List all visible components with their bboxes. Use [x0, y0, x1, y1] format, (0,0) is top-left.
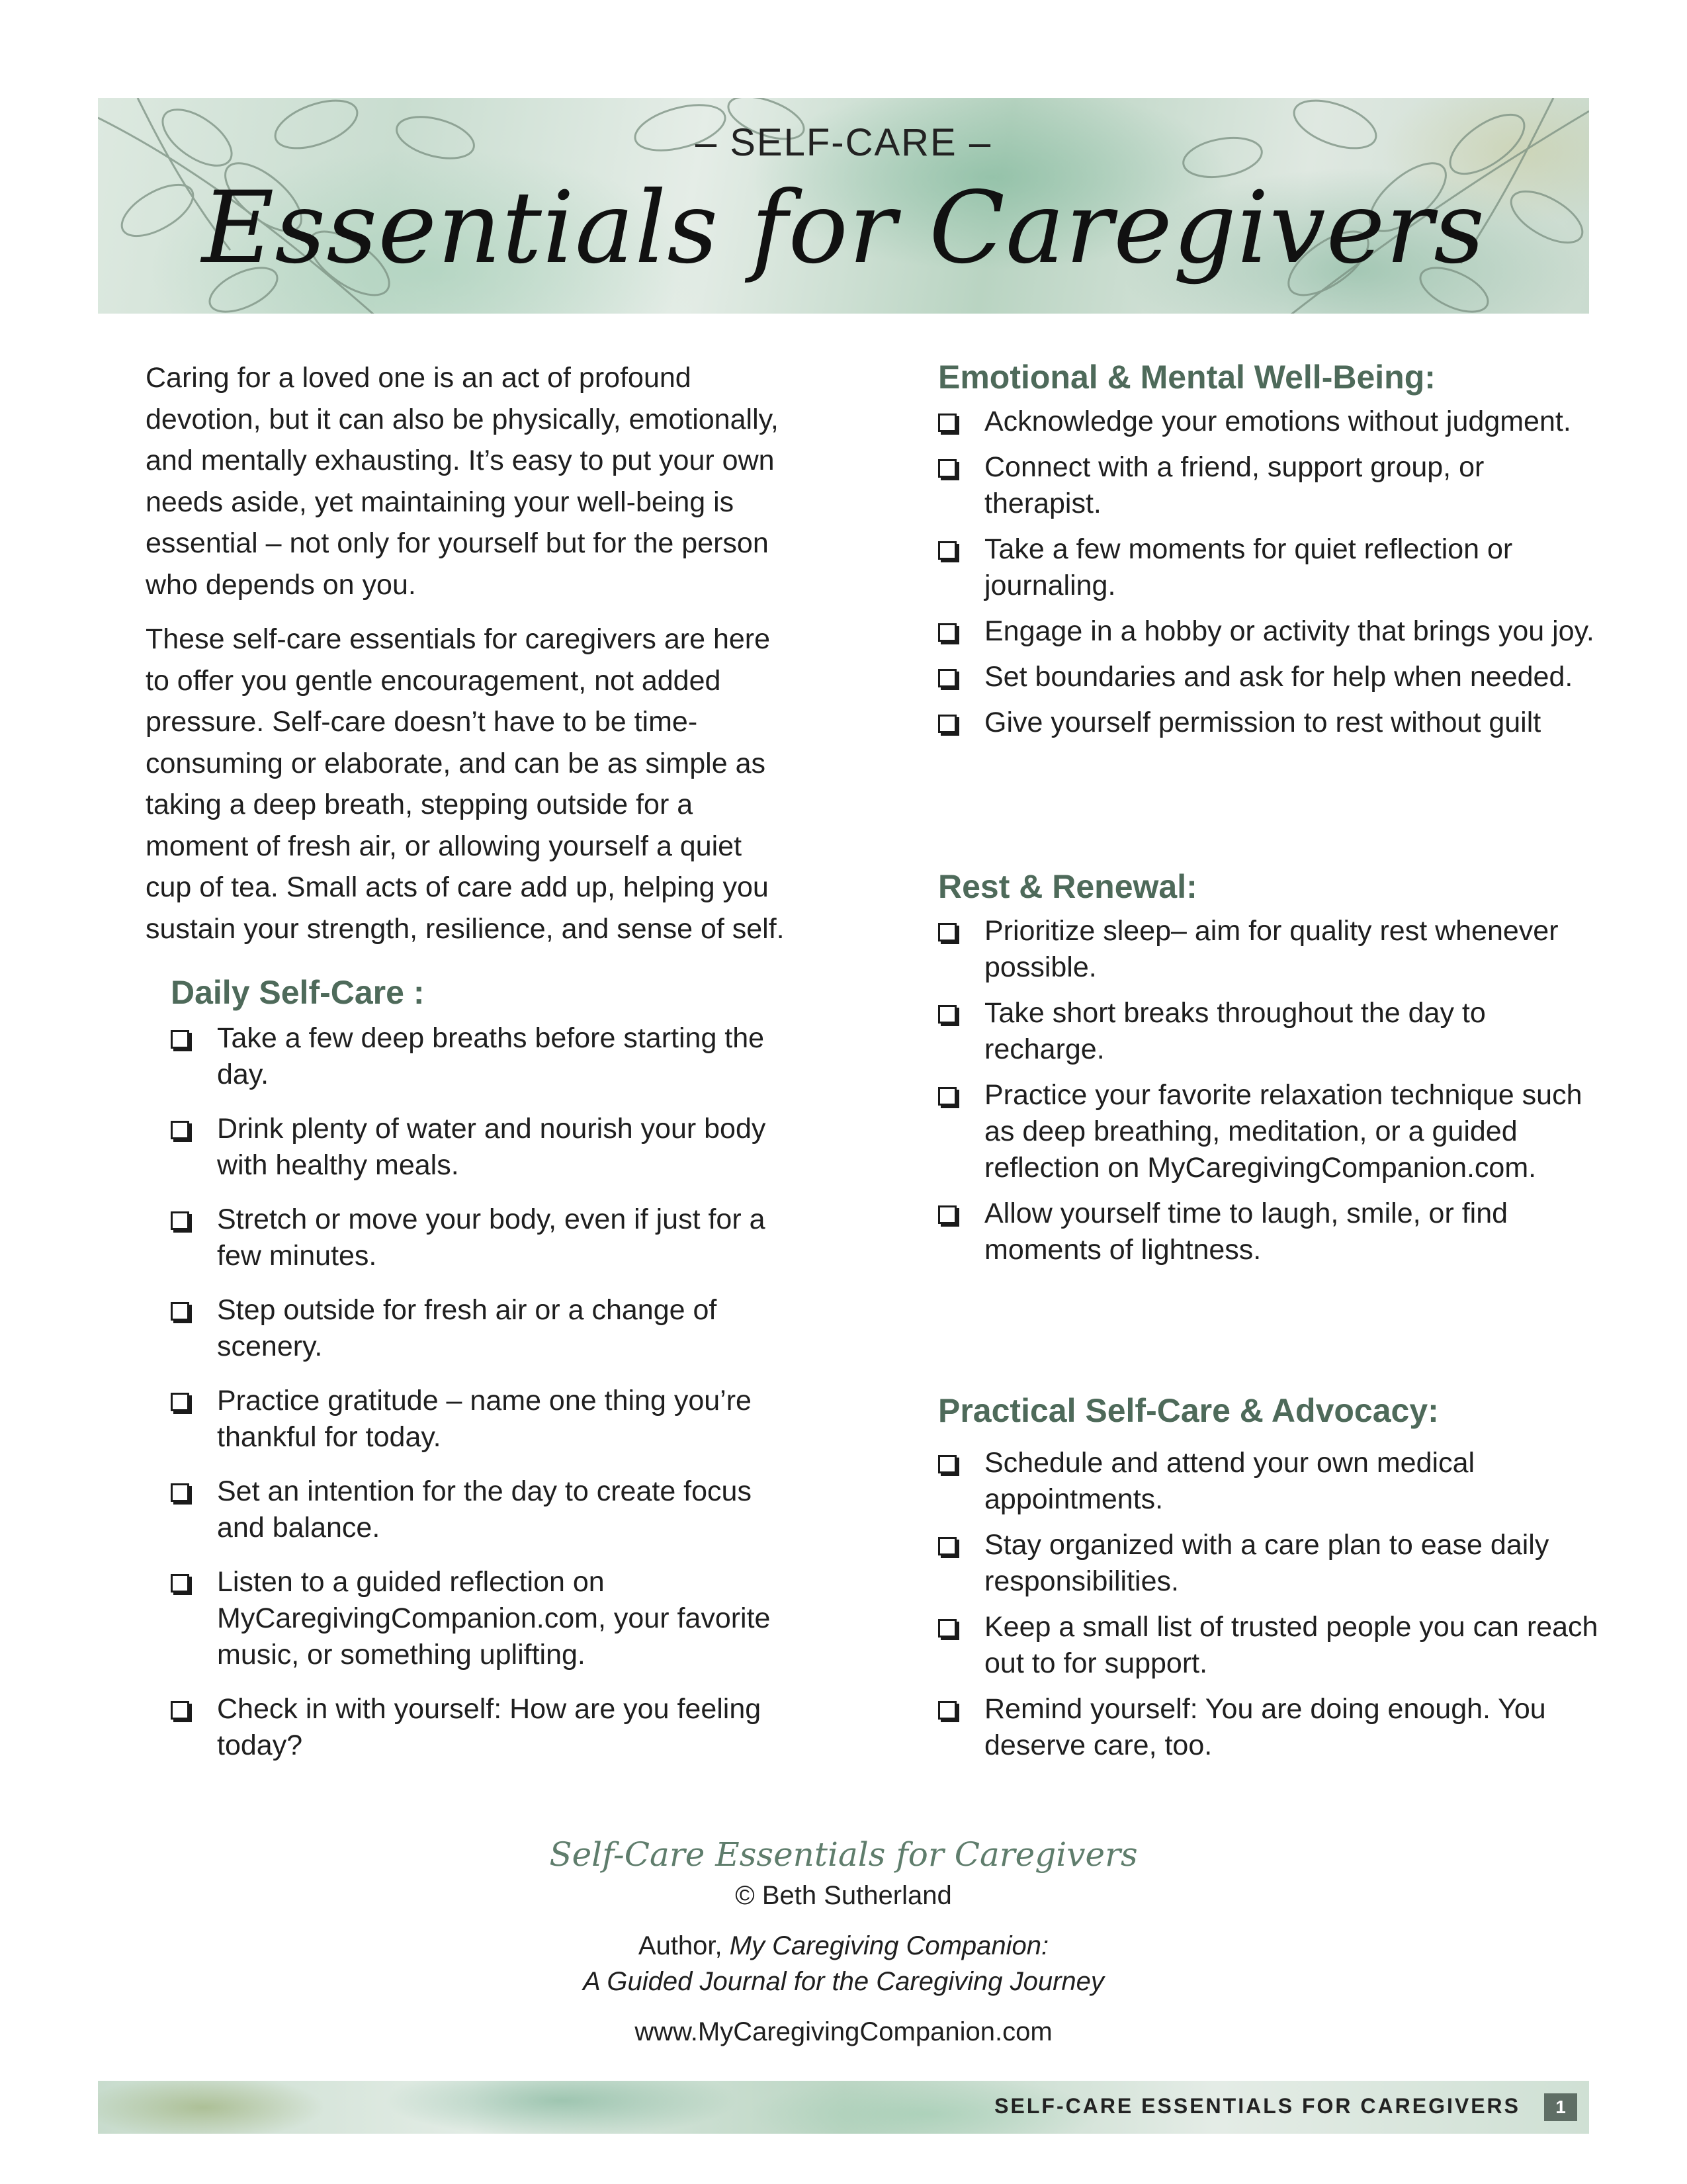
checkbox-icon [938, 541, 957, 560]
intro [146, 357, 794, 949]
checklist-item-label: Take short breaks throughout the day to recharge. [984, 997, 1486, 1065]
running-title: SELF-CARE ESSENTIALS FOR CAREGIVERS [994, 2094, 1520, 2118]
daily-self-care-section [171, 973, 806, 1782]
author-line [0, 1928, 1687, 1964]
emotional-well-being-section [938, 357, 1606, 750]
header-kicker: – SELF-CARE – [695, 121, 992, 164]
checklist-item [938, 1077, 1606, 1186]
checklist-item [938, 1691, 1606, 1764]
credit-block [0, 1831, 1687, 2050]
checkbox-icon [171, 1302, 189, 1321]
left-column [146, 357, 794, 1761]
book-subtitle: A Guided Journal for the Caregiving Journey [583, 1967, 1104, 1996]
checklist-item [171, 1473, 806, 1546]
rest-checklist [938, 913, 1606, 1268]
checklist-item [171, 1383, 806, 1456]
section-heading: Daily Self-Care : [171, 974, 425, 1011]
checklist-item [938, 404, 1606, 440]
checkbox-icon [938, 1701, 957, 1720]
emotional-checklist [938, 404, 1606, 741]
checklist-item [171, 1111, 806, 1184]
checklist-item-label: Set an intention for the day to create focus and balance. [217, 1475, 752, 1544]
checkbox-icon [171, 1701, 189, 1720]
checklist-item [171, 1292, 806, 1365]
checkbox-icon [171, 1393, 189, 1411]
checklist-item [171, 1020, 806, 1093]
checklist-item [938, 705, 1606, 741]
checklist-item [938, 1445, 1606, 1518]
checkbox-icon [938, 459, 957, 478]
checkbox-icon [938, 923, 957, 941]
checklist-item-label: Acknowledge your emotions without judgment. [984, 406, 1571, 437]
checkbox-icon [171, 1121, 189, 1139]
checkbox-icon [938, 1537, 957, 1555]
page-number-badge: 1 [1544, 2093, 1577, 2121]
checklist-item-label: Drink plenty of water and nourish your body with healthy meals. [217, 1113, 766, 1181]
book-title: My Caregiving Companion: [729, 1931, 1049, 1960]
checklist-item-label: Keep a small list of trusted people you can reach out to for support. [984, 1611, 1598, 1679]
checklist-item-label: Stay organized with a care plan to ease daily responsibilities. [984, 1529, 1549, 1597]
checklist-item-label: Give yourself permission to rest without guilt [984, 707, 1541, 738]
checklist-item-label: Engage in a hobby or activity that brings you joy. [984, 615, 1594, 647]
checklist-item-label: Stretch or move your body, even if just for a few minutes. [217, 1203, 765, 1272]
checklist-item-label: Practice gratitude – name one thing you’re thankful for today. [217, 1385, 752, 1453]
checklist-item-label: Set boundaries and ask for help when needed. [984, 661, 1573, 693]
checkbox-icon [938, 414, 957, 432]
checkbox-icon [171, 1483, 189, 1502]
checkbox-icon [938, 715, 957, 733]
checklist-item [171, 1201, 806, 1274]
checklist-item [938, 1527, 1606, 1600]
author-prefix: Author, [638, 1931, 730, 1960]
website-link[interactable]: www.MyCaregivingCompanion.com [634, 2017, 1053, 2046]
checklist-item-label: Remind yourself: You are doing enough. You deserve care, too. [984, 1693, 1546, 1761]
checklist-item [938, 995, 1606, 1068]
checkbox-icon [938, 1205, 957, 1224]
checklist-item-label: Listen to a guided reflection on MyCaregivingCompanion.com, your favorite music, or something uplifting. [217, 1566, 771, 1671]
checklist-item-label: Connect with a friend, support group, or therapist. [984, 451, 1485, 519]
checklist-item-label: Take a few deep breaths before starting the day. [217, 1022, 765, 1090]
section-heading: Rest & Renewal: [938, 868, 1197, 905]
section-heading: Practical Self-Care & Advocacy: [938, 1392, 1439, 1429]
intro-paragraph-2: These self-care essentials for caregivers are here to offer you gentle encouragement, not added pressure. Self-care doesn’t have to be time-consuming or elaborate, and can be as simple as taking a deep breath, stepping outside for a moment of fresh air, or allowing yourself a quiet cup of tea. Small acts of care add up, helping you sustain your strength, resilience, and sense of self. [146, 623, 785, 945]
checklist-item [171, 1564, 806, 1673]
practical-self-care-section [938, 1391, 1606, 1773]
checkbox-icon [171, 1574, 189, 1593]
checkbox-icon [171, 1030, 189, 1049]
checkbox-icon [938, 1619, 957, 1638]
checkbox-icon [171, 1211, 189, 1230]
checklist-item [938, 449, 1606, 522]
page-title: Essentials for Caregivers [201, 171, 1486, 286]
checkbox-icon [938, 623, 957, 642]
daily-checklist [171, 1020, 806, 1764]
checklist-item-label: Take a few moments for quiet reflection or journaling. [984, 533, 1513, 601]
checklist-item [938, 1196, 1606, 1268]
copyright: © Beth Sutherland [735, 1881, 952, 1910]
checklist-item-label: Check in with yourself: How are you feeling today? [217, 1693, 761, 1761]
checklist-item [938, 659, 1606, 695]
section-heading: Emotional & Mental Well-Being: [938, 359, 1436, 396]
credit-title: Self-Care Essentials for Caregivers [549, 1835, 1138, 1874]
footer-strip [98, 2081, 1589, 2134]
checklist-item-label: Prioritize sleep– aim for quality rest whenever possible. [984, 915, 1559, 983]
header-banner [98, 98, 1589, 314]
checklist-item-label: Practice your favorite relaxation technique such as deep breathing, meditation, or a guided reflection on MyCaregivingCompanion.com. [984, 1079, 1582, 1184]
checklist-item [938, 1609, 1606, 1682]
checklist-item-label: Allow yourself time to laugh, smile, or find moments of lightness. [984, 1198, 1508, 1266]
checklist-item-label: Step outside for fresh air or a change of scenery. [217, 1294, 717, 1362]
checklist-item [938, 531, 1606, 604]
checklist-item [938, 913, 1606, 986]
checkbox-icon [938, 1005, 957, 1024]
checkbox-icon [938, 1455, 957, 1473]
practical-checklist [938, 1445, 1606, 1764]
intro-paragraph-1: Caring for a loved one is an act of profound devotion, but it can also be physically, emotionally, and mentally exhausting. It’s easy to put your own needs aside, yet maintaining your well-being is essential – not only for yourself but for the person who depends on you. [146, 362, 779, 601]
checklist-item-label: Schedule and attend your own medical appointments. [984, 1447, 1475, 1515]
checklist-item [938, 613, 1606, 650]
rest-renewal-section [938, 867, 1606, 1278]
checkbox-icon [938, 669, 957, 687]
checkbox-icon [938, 1087, 957, 1106]
checklist-item [171, 1691, 806, 1764]
